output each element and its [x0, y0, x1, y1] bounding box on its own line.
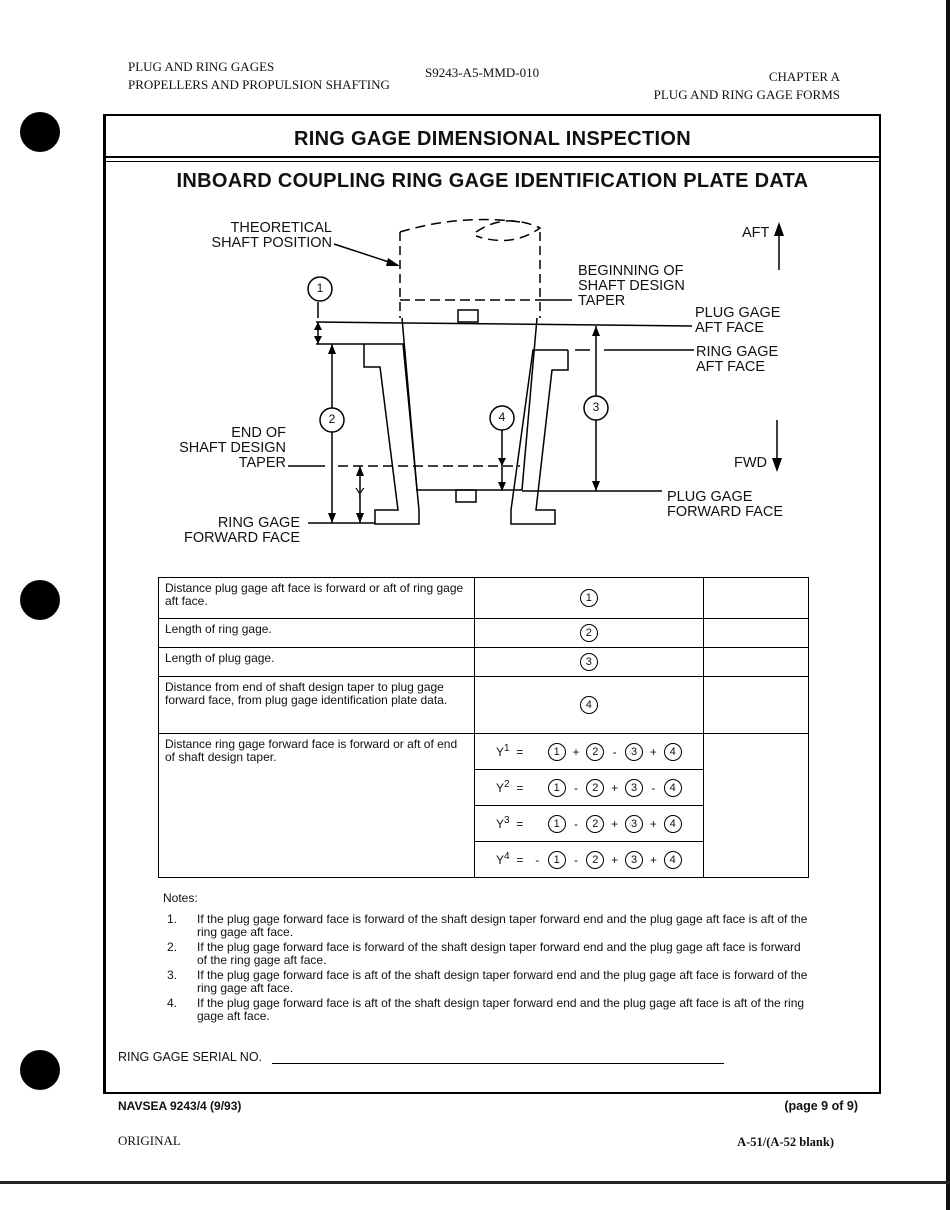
ref-circle: 3	[625, 779, 643, 797]
ring-gage-forward-face-label	[170, 516, 300, 546]
label-line: THEORETICAL	[230, 220, 332, 236]
arrowhead	[328, 344, 336, 354]
ref-circle: 1	[548, 851, 566, 869]
row-ref	[474, 677, 704, 734]
callout-4: 4	[498, 410, 506, 424]
note-number: 2.	[167, 940, 178, 954]
value-cell[interactable]	[704, 578, 809, 619]
label-line: TAPER	[578, 293, 626, 309]
fwd-arrowhead	[772, 458, 782, 472]
note-number: 1.	[167, 912, 178, 926]
formula-eq: =	[516, 744, 524, 759]
formula-sup: 1	[504, 742, 510, 754]
formula-op: -	[612, 744, 617, 759]
aft-label: AFT	[742, 225, 770, 241]
formula-eq: =	[516, 780, 524, 795]
row-label: Length of ring gage.	[159, 619, 475, 648]
formula-lead: -	[535, 852, 540, 867]
value-cell[interactable]	[704, 677, 809, 734]
ref-circle: 1	[580, 589, 598, 607]
label-line: SHAFT DESIGN	[578, 278, 685, 294]
formula-op: +	[611, 780, 619, 795]
label-line: BEGINNING OF	[578, 263, 684, 279]
arrowhead	[314, 336, 322, 344]
callout-3: 3	[592, 400, 600, 414]
label-line: FORWARD FACE	[667, 504, 784, 520]
ref-circle: 4	[664, 779, 682, 797]
ref-circle: 4	[664, 815, 682, 833]
formula-op: +	[649, 816, 657, 831]
serial-input-line[interactable]	[272, 1063, 724, 1064]
aft-arrowhead	[774, 222, 784, 236]
formula-op: +	[611, 816, 619, 831]
formula-y: Y	[496, 816, 505, 831]
ref-circle: 1	[548, 779, 566, 797]
value-cell[interactable]	[704, 648, 809, 677]
value-cell[interactable]	[704, 619, 809, 648]
header-right-line2: PLUG AND RING GAGE FORMS	[653, 87, 840, 102]
formula-op: -	[573, 816, 578, 831]
table-row	[159, 619, 809, 648]
row-ref	[474, 648, 704, 677]
plug-gage-forward-face-label	[667, 490, 783, 520]
shaft-top-outline	[476, 221, 540, 241]
formula-y4	[474, 842, 704, 878]
shaft-taper-right	[522, 318, 537, 490]
notes-section	[163, 892, 813, 1023]
original-label: ORIGINAL	[118, 1133, 181, 1148]
formula-op: -	[573, 780, 578, 795]
ref-circle: 2	[586, 815, 604, 833]
page-count: (page 9 of 9)	[784, 1099, 858, 1113]
row-label: Distance from end of shaft design taper to plug gage forward face, from plug gage identification plate data.	[159, 677, 475, 734]
label-line: END OF	[231, 425, 286, 441]
label-line: RING GAGE	[696, 344, 779, 360]
serial-label: RING GAGE SERIAL NO.	[118, 1050, 263, 1064]
end-taper-label	[160, 426, 286, 471]
label-line: FORWARD FACE	[183, 530, 300, 546]
row-label: Length of plug gage.	[159, 648, 475, 677]
header-left-line2: PROPELLERS AND PROPULSION SHAFTING	[128, 77, 390, 92]
callout-2: 2	[328, 412, 336, 426]
label-line: SHAFT POSITION	[211, 235, 332, 251]
plug-gage-aft-face-label	[695, 306, 780, 336]
ref-circle: 3	[580, 653, 598, 671]
formula-y: Y	[496, 852, 505, 867]
note-number: 3.	[167, 968, 178, 982]
formula-y: Y	[496, 780, 505, 795]
header-left-line1: PLUG AND RING GAGES	[128, 59, 275, 74]
plug-gage-aft-face-line	[316, 322, 692, 326]
note-item	[163, 997, 813, 1023]
table-row	[159, 677, 809, 734]
row-ref	[474, 578, 704, 619]
ref-circle: 2	[580, 624, 598, 642]
page-number: A-51/(A-52 blank)	[737, 1135, 834, 1149]
arrowhead	[314, 322, 322, 330]
header-doc-number: S9243-A5-MMD-010	[425, 65, 540, 80]
ref-circle: 1	[548, 743, 566, 761]
formula-op: +	[572, 744, 580, 759]
plug-gage-key	[456, 490, 476, 502]
formula-op: +	[649, 852, 657, 867]
formula-y: Y	[496, 744, 505, 759]
table-row	[159, 648, 809, 677]
form-title: RING GAGE DIMENSIONAL INSPECTION	[293, 128, 692, 150]
ref-circle: 3	[625, 851, 643, 869]
header-right-line1: CHAPTER A	[768, 69, 840, 84]
note-text: If the plug gage forward face is forward of the shaft design taper forward end and the plug gage aft face is aft of the ring gage aft face.	[197, 912, 808, 939]
ref-circle: 2	[586, 743, 604, 761]
formula-sup: 2	[504, 778, 510, 790]
arrowhead	[356, 513, 364, 523]
label-line: PLUG GAGE	[695, 305, 781, 321]
ring-gage-left-section	[364, 344, 419, 524]
y-value-cell[interactable]	[704, 734, 809, 878]
note-item	[163, 913, 813, 939]
ref-circle: 1	[548, 815, 566, 833]
label-line: RING GAGE	[217, 515, 300, 531]
table-row	[159, 578, 809, 619]
ref-circle: 2	[586, 851, 604, 869]
note-text: If the plug gage forward face is aft of the shaft design taper forward end and the plug gage aft face is forward of the ring gage aft face.	[197, 968, 808, 995]
arrowhead	[328, 513, 336, 523]
theoretical-leader	[334, 244, 395, 264]
note-text: If the plug gage forward face is forward of the shaft design taper forward end and the plug gage aft face is forward of the ring gage aft face.	[197, 940, 801, 967]
formula-op: +	[649, 744, 657, 759]
inspection-table	[158, 577, 809, 878]
formula-y2	[474, 770, 704, 806]
shaft-top-outline	[400, 220, 520, 232]
formula-sup: 4	[504, 850, 510, 862]
ring-gage-right-section	[511, 350, 568, 524]
note-item	[163, 941, 813, 967]
ring-gage-aft-face-label	[696, 345, 778, 375]
arrowhead	[592, 481, 600, 491]
formula-y3	[474, 806, 704, 842]
notes-heading: Notes:	[163, 891, 198, 905]
arrowhead	[498, 458, 506, 466]
formula-sup: 3	[504, 814, 510, 826]
row-ref	[474, 619, 704, 648]
table-row	[159, 734, 809, 770]
y-row-label: Distance ring gage forward face is forward or aft of end of shaft design taper.	[159, 734, 475, 878]
label-line: AFT FACE	[695, 320, 765, 336]
note-text: If the plug gage forward face is aft of the shaft design taper forward end and the plug gage aft face is aft of the ring gage aft face.	[197, 996, 805, 1023]
formula-eq: =	[516, 816, 524, 831]
ref-circle: 4	[664, 851, 682, 869]
theoretical-shaft-label	[206, 221, 332, 251]
form-number: NAVSEA 9243/4 (9/93)	[118, 1099, 242, 1113]
beginning-taper-label	[578, 264, 685, 309]
formula-eq: =	[516, 852, 524, 867]
plug-gage-key	[458, 310, 478, 322]
fwd-label: FWD	[734, 455, 768, 471]
arrowhead	[386, 258, 400, 266]
arrowhead	[356, 466, 364, 476]
arrowhead	[592, 326, 600, 336]
ref-circle: 2	[586, 779, 604, 797]
row-label: Distance plug gage aft face is forward or aft of ring gage aft face.	[159, 578, 475, 619]
ref-circle: 3	[625, 743, 643, 761]
formula-op: -	[573, 852, 578, 867]
label-line: TAPER	[238, 455, 286, 471]
ref-circle: 3	[625, 815, 643, 833]
label-line: SHAFT DESIGN	[179, 440, 286, 456]
note-item	[163, 969, 813, 995]
callout-1: 1	[316, 281, 324, 295]
label-line: AFT FACE	[696, 359, 766, 375]
note-number: 4.	[167, 996, 178, 1010]
formula-y1	[474, 734, 704, 770]
y-label: Y	[355, 486, 365, 502]
ref-circle: 4	[664, 743, 682, 761]
form-subtitle: INBOARD COUPLING RING GAGE IDENTIFICATION PLATE DATA	[176, 170, 809, 192]
formula-op: +	[611, 852, 619, 867]
formula-op: -	[651, 780, 656, 795]
label-line: PLUG GAGE	[667, 489, 753, 505]
ref-circle: 4	[580, 696, 598, 714]
